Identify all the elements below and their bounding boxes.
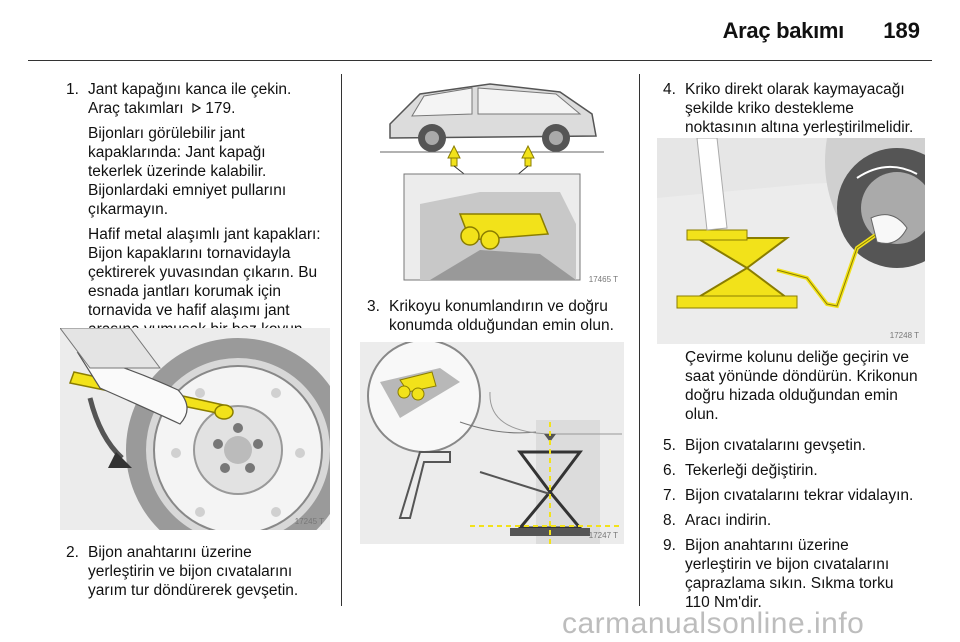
para-line: tekerlek üzerinde kalabilir.: [88, 163, 267, 180]
para-line: Bijonlardaki emniyet pullarını: [88, 182, 287, 199]
paragraph-alloy-wheels: [88, 225, 336, 339]
step-line: noktasının altına yerleştirilmelidir.: [685, 119, 914, 136]
figure-code: 17465 T: [588, 275, 618, 284]
step-line: Kriko direkt olarak kaymayacağı: [685, 81, 905, 98]
column-1-step-2: [66, 543, 336, 606]
page-number: 189: [883, 18, 920, 43]
header-divider: [28, 60, 932, 61]
step-1-line-1: Jant kapağını kanca ile çekin.: [88, 81, 292, 98]
page-title: Araç bakımı: [722, 18, 844, 43]
para-line: çektirerek yuvasından çıkarın. Bu: [88, 264, 318, 281]
figure-jack-crank: [657, 138, 925, 344]
para-line: Bijonları görülebilir jant: [88, 125, 245, 142]
column-1: [66, 80, 336, 345]
figure-jack-points: [360, 74, 624, 288]
column-2-step-3: [367, 297, 637, 341]
step-number: 2.: [66, 544, 79, 561]
step-line: 110 Nm'dir.: [685, 594, 762, 611]
figure-jack-position: [360, 342, 624, 544]
step-line: Krikoyu konumlandırın ve doğru: [389, 298, 608, 315]
step-line: Bijon cıvatalarını gevşetin.: [685, 437, 866, 454]
step-line: Bijon cıvatalarını tekrar vidalayın.: [685, 487, 914, 504]
para-line: kapaklarında: Jant kapağı: [88, 144, 266, 161]
step-number: 4.: [663, 81, 676, 98]
paragraph-crank: [685, 348, 948, 424]
step-1-ref-page: 179.: [205, 100, 236, 117]
para-line: doğru hizada olduğundan emin: [685, 387, 898, 404]
figure-code: 17248 T: [889, 331, 919, 340]
figure-code: 17245 T: [294, 517, 324, 526]
para-line: saat yönünde döndürün. Krikonun: [685, 368, 918, 385]
step-line: Bijon anahtarını üzerine: [88, 544, 252, 561]
para-line: Hafif metal alaşımlı jant kapakları:: [88, 226, 321, 243]
step-number: 9.: [663, 537, 676, 554]
step-line: konumda olduğundan emin olun.: [389, 317, 614, 334]
step-number: 3.: [367, 298, 380, 315]
figure-code: 17247 T: [588, 531, 618, 540]
step-number: 5.: [663, 437, 676, 454]
para-line: tornavida ve hafif alaşımı jant: [88, 302, 290, 319]
step-number: 6.: [663, 462, 676, 479]
step-1-ref-text: Araç takımları: [88, 100, 184, 117]
step-3: [367, 297, 637, 335]
step-1-line-2: [88, 99, 336, 118]
step-number: 8.: [663, 512, 676, 529]
para-line: esnada jantları korumak için: [88, 283, 281, 300]
column-divider-1: [341, 74, 342, 606]
triangle-ref-icon: [192, 103, 199, 113]
step-number: 1.: [66, 81, 79, 98]
step-5: [663, 436, 948, 455]
step-line: şekilde kriko destekleme: [685, 100, 854, 117]
para-line: Çevirme kolunu deliğe geçirin ve: [685, 349, 910, 366]
paragraph-visible-bolts: [88, 124, 336, 219]
column-3-step-4: [663, 80, 948, 143]
step-line: Bijon anahtarını üzerine: [685, 537, 849, 554]
para-line: çıkarmayın.: [88, 201, 169, 218]
watermark: carmanualsonline.info: [562, 607, 865, 640]
step-2: [66, 543, 336, 600]
step-number: 7.: [663, 487, 676, 504]
column-3-text: [663, 348, 948, 618]
figure-wheel-wrench: [60, 328, 330, 530]
step-line: çaprazlama sıkın. Sıkma torku: [685, 575, 894, 592]
step-7: [663, 486, 948, 505]
step-line: yerleştirin ve bijon cıvatalarını: [685, 556, 890, 573]
para-line: olun.: [685, 406, 719, 423]
step-line: yerleştirin ve bijon cıvatalarını: [88, 563, 293, 580]
step-line: Aracı indirin.: [685, 512, 772, 529]
step-4: [663, 80, 948, 137]
step-line: Tekerleği değiştirin.: [685, 462, 818, 479]
step-6: [663, 461, 948, 480]
column-divider-2: [639, 74, 640, 606]
step-1: [66, 80, 336, 118]
step-line: yarım tur döndürerek gevşetin.: [88, 582, 299, 599]
step-8: [663, 511, 948, 530]
step-9: [663, 536, 948, 612]
para-line: Bijon kapaklarını tornavidayla: [88, 245, 291, 262]
